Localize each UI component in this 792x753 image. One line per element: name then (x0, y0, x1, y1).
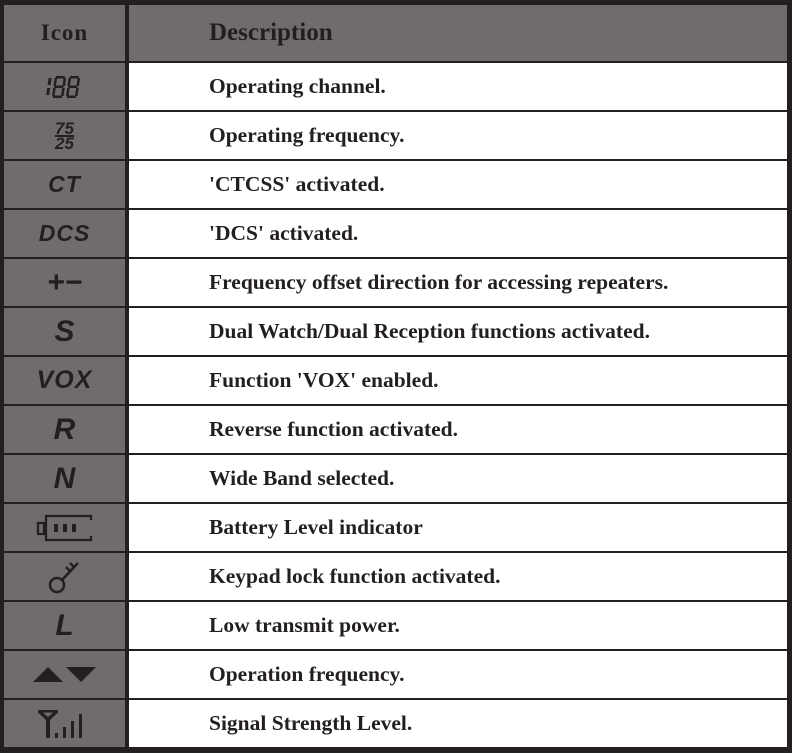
dual-watch-icon: S (54, 314, 75, 348)
table-row (4, 208, 787, 257)
description-cell: Dual Watch/Dual Reception functions activated. (129, 308, 787, 355)
icon-cell (4, 161, 129, 208)
bandwidth-icon: N (53, 461, 76, 495)
description-cell: Battery Level indicator (129, 504, 787, 551)
table-row (4, 502, 787, 551)
icon-cell (4, 504, 129, 551)
plus-minus-icon: +− (46, 265, 83, 299)
reverse-icon: R (53, 412, 76, 446)
icon-cell (4, 210, 129, 257)
frequency-step-icon: 75 25 (55, 119, 74, 153)
ctcss-icon: CT (48, 171, 81, 197)
description-cell: Frequency offset direction for accessing repeaters. (129, 259, 787, 306)
battery-icon (36, 514, 94, 542)
table-row (4, 600, 787, 649)
icon-cell (4, 651, 129, 698)
table-row (4, 110, 787, 159)
header-description: Description (129, 5, 787, 61)
description-cell: Function 'VOX' enabled. (129, 357, 787, 404)
header-icon: Icon (4, 5, 129, 61)
table-row (4, 649, 787, 698)
icon-cell (4, 700, 129, 747)
description-cell: Keypad lock function activated. (129, 553, 787, 600)
icon-cell (4, 602, 129, 649)
table-row (4, 159, 787, 208)
seven-segment-188-icon (45, 75, 85, 99)
table-row (4, 257, 787, 306)
key-icon (47, 557, 83, 597)
icon-cell (4, 259, 129, 306)
description-cell: Operating channel. (129, 63, 787, 110)
icon-cell (4, 455, 129, 502)
icon-cell (4, 308, 129, 355)
description-cell: Low transmit power. (129, 602, 787, 649)
description-cell: Signal Strength Level. (129, 700, 787, 747)
table-row (4, 453, 787, 502)
dcs-icon: DCS (38, 220, 91, 246)
signal-strength-icon (36, 708, 94, 740)
table-row (4, 306, 787, 355)
table-row (4, 355, 787, 404)
description-cell: Operation frequency. (129, 651, 787, 698)
description-cell: 'CTCSS' activated. (129, 161, 787, 208)
up-down-arrows-icon (32, 665, 98, 685)
vox-icon: VOX (36, 366, 93, 394)
table-row (4, 698, 787, 747)
icon-cell (4, 406, 129, 453)
description-cell: Reverse function activated. (129, 406, 787, 453)
table-header-row (4, 5, 787, 61)
icon-cell (4, 63, 129, 110)
description-cell: Operating frequency. (129, 112, 787, 159)
table-row (4, 551, 787, 600)
table-row (4, 61, 787, 110)
icon-cell (4, 553, 129, 600)
icon-cell (4, 357, 129, 404)
table-row (4, 404, 787, 453)
description-cell: Wide Band selected. (129, 455, 787, 502)
description-cell: 'DCS' activated. (129, 210, 787, 257)
icon-cell (4, 112, 129, 159)
low-power-icon: L (55, 608, 74, 642)
